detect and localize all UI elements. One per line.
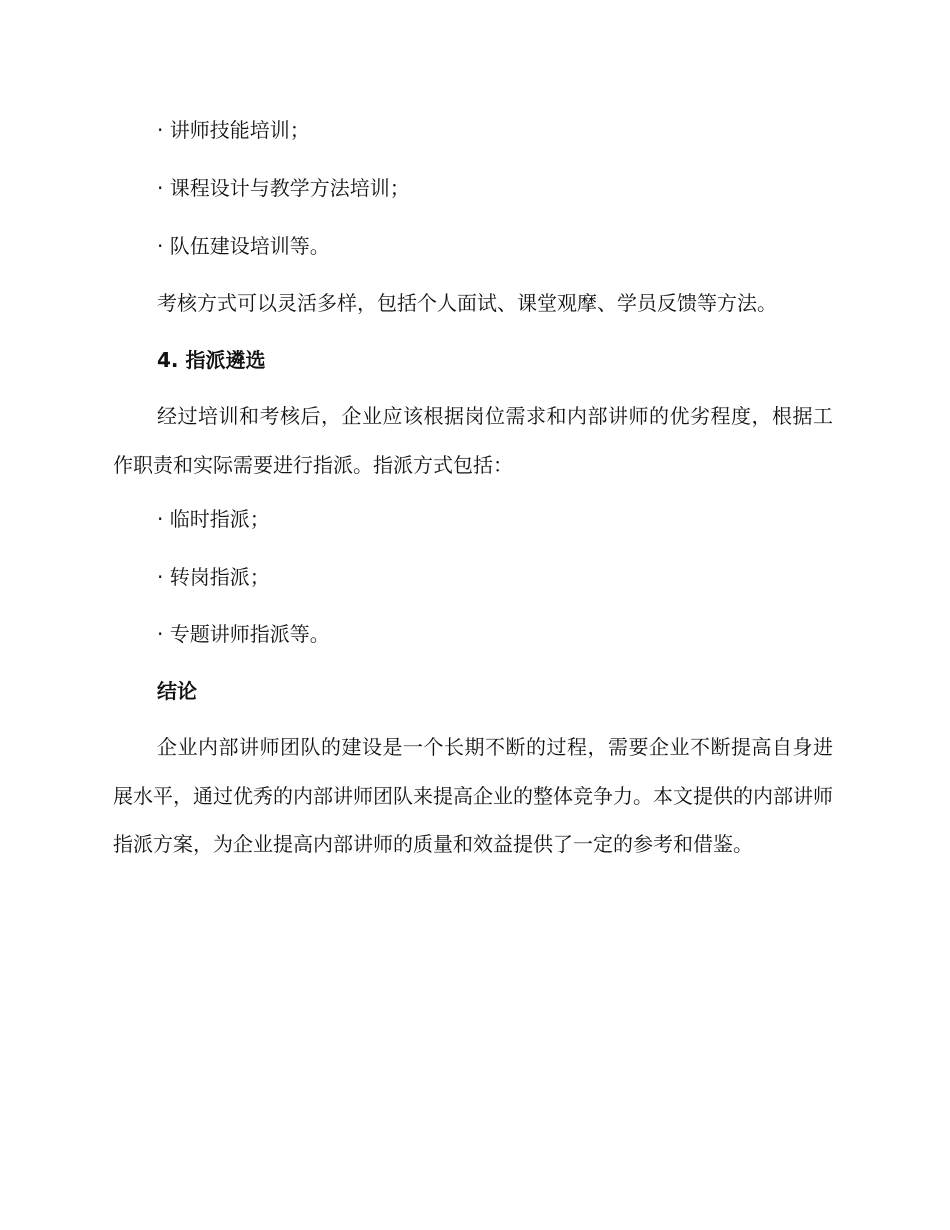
conclusion-paragraph: 企业内部讲师团队的建设是一个长期不断的过程，需要企业不断提高自身进展水平，通过优秀的内部讲师团队来提高企业的整体竞争力。本文提供的内部讲师指派方案，为企业提高内部讲师的质量和效益提供了一定的参考和借鉴。 <box>113 735 833 856</box>
list-item: · 转岗指派； <box>157 565 270 589</box>
section-4-paragraph: 经过培训和考核后，企业应该根据岗位需求和内部讲师的优劣程度，根据工作职责和实际需要进行指派。指派方式包括： <box>113 404 833 477</box>
assessment-paragraph: 考核方式可以灵活多样，包括个人面试、课堂观摩、学员反馈等方法。 <box>157 291 777 315</box>
list-item: · 专题讲师指派等。 <box>157 622 330 646</box>
section-heading-4: 4. 指派遴选 <box>157 348 266 372</box>
list-item: · 队伍建设培训等。 <box>157 234 330 258</box>
conclusion-heading: 结论 <box>157 679 197 703</box>
list-item: · 讲师技能培训； <box>157 118 310 142</box>
list-item: · 课程设计与教学方法培训； <box>157 176 410 200</box>
list-item: · 临时指派； <box>157 507 270 531</box>
